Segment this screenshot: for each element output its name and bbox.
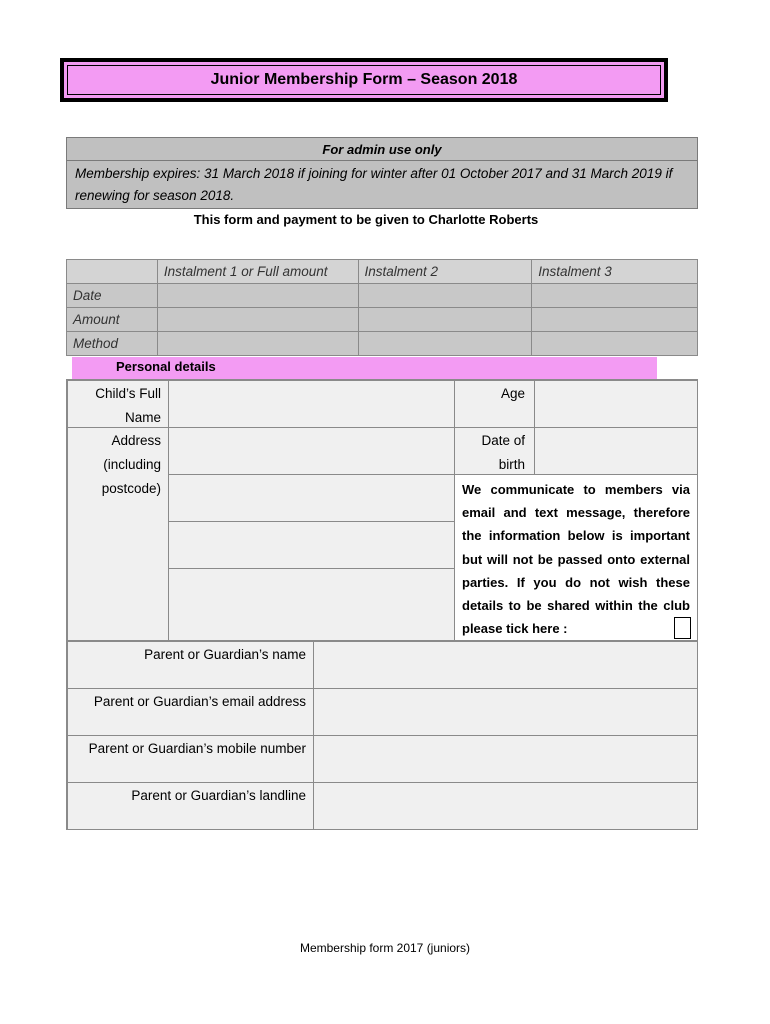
dob-label: Date of birth (481, 433, 525, 472)
dob-label-cell (454, 427, 535, 475)
payment-input-cell[interactable] (358, 308, 532, 332)
guardian-section (66, 640, 698, 830)
age-field[interactable] (534, 380, 698, 428)
address-label-cell (67, 427, 169, 641)
guardian-email-field[interactable] (313, 688, 698, 736)
payment-input-cell[interactable] (532, 284, 698, 308)
payment-input-cell[interactable] (358, 284, 532, 308)
payment-header-cell: Instalment 3 (532, 260, 698, 284)
child-name-field[interactable] (168, 380, 455, 428)
guardian-mobile-label-cell (67, 735, 314, 783)
payment-header-cell: Instalment 2 (358, 260, 532, 284)
address-line-field[interactable] (168, 427, 455, 475)
address-line-field[interactable] (168, 521, 455, 569)
guardian-mobile-field[interactable] (313, 735, 698, 783)
payment-input-cell[interactable] (532, 308, 698, 332)
payment-header-cell (67, 260, 158, 284)
guardian-email-label-cell (67, 688, 314, 736)
guardian-mobile-label: Parent or Guardian’s mobile number (88, 741, 306, 756)
age-label: Age (500, 386, 525, 401)
privacy-opt-out-checkbox[interactable] (674, 617, 691, 639)
payment-header-row (67, 260, 698, 284)
dob-field[interactable] (534, 427, 698, 475)
payment-row-label: Method (67, 332, 158, 356)
payment-row-date (67, 284, 698, 308)
payment-input-cell[interactable] (358, 332, 532, 356)
guardian-landline-field[interactable] (313, 782, 698, 830)
guardian-name-label: Parent or Guardian’s name (144, 647, 306, 662)
payment-input-cell[interactable] (157, 308, 358, 332)
admin-expiry-text: Membership expires: 31 March 2018 if joining for winter after 01 October 2017 and 31 March 2019 if renewing for season 2018. (66, 160, 698, 209)
address-label: Address (including postcode) (101, 433, 161, 496)
personal-details-heading: Personal details (116, 359, 216, 374)
guardian-name-field[interactable] (313, 641, 698, 689)
payment-row-method (67, 332, 698, 356)
guardian-landline-label: Parent or Guardian’s landline (131, 788, 306, 803)
child-name-label-cell (67, 380, 169, 428)
privacy-note-cell (454, 474, 698, 641)
payment-input-cell[interactable] (532, 332, 698, 356)
guardian-name-label-cell (67, 641, 314, 689)
admin-heading: For admin use only (66, 137, 698, 161)
payment-table (66, 259, 698, 356)
payment-row-label: Date (67, 284, 158, 308)
payment-row-amount (67, 308, 698, 332)
child-name-label: Child’s Full Name (95, 386, 161, 425)
form-title: Junior Membership Form – Season 2018 (67, 65, 661, 95)
address-line-field[interactable] (168, 568, 455, 641)
payment-input-cell[interactable] (157, 332, 358, 356)
guardian-landline-label-cell (67, 782, 314, 830)
guardian-email-label: Parent or Guardian’s email address (93, 694, 306, 709)
payment-row-label: Amount (67, 308, 158, 332)
page-footer: Membership form 2017 (juniors) (299, 941, 471, 955)
payment-note: This form and payment to be given to Charlotte Roberts (193, 212, 539, 227)
privacy-note: We communicate to members via email and text message, therefore the information below is important but will not be passed onto external parties. If you do not wish these details to be shared within the club please tick here : (462, 482, 690, 637)
address-line-field[interactable] (168, 474, 455, 522)
personal-details-section (66, 379, 698, 641)
form-title-box (60, 58, 668, 102)
age-label-cell (454, 380, 535, 428)
payment-header-cell: Instalment 1 or Full amount (157, 260, 358, 284)
payment-input-cell[interactable] (157, 284, 358, 308)
